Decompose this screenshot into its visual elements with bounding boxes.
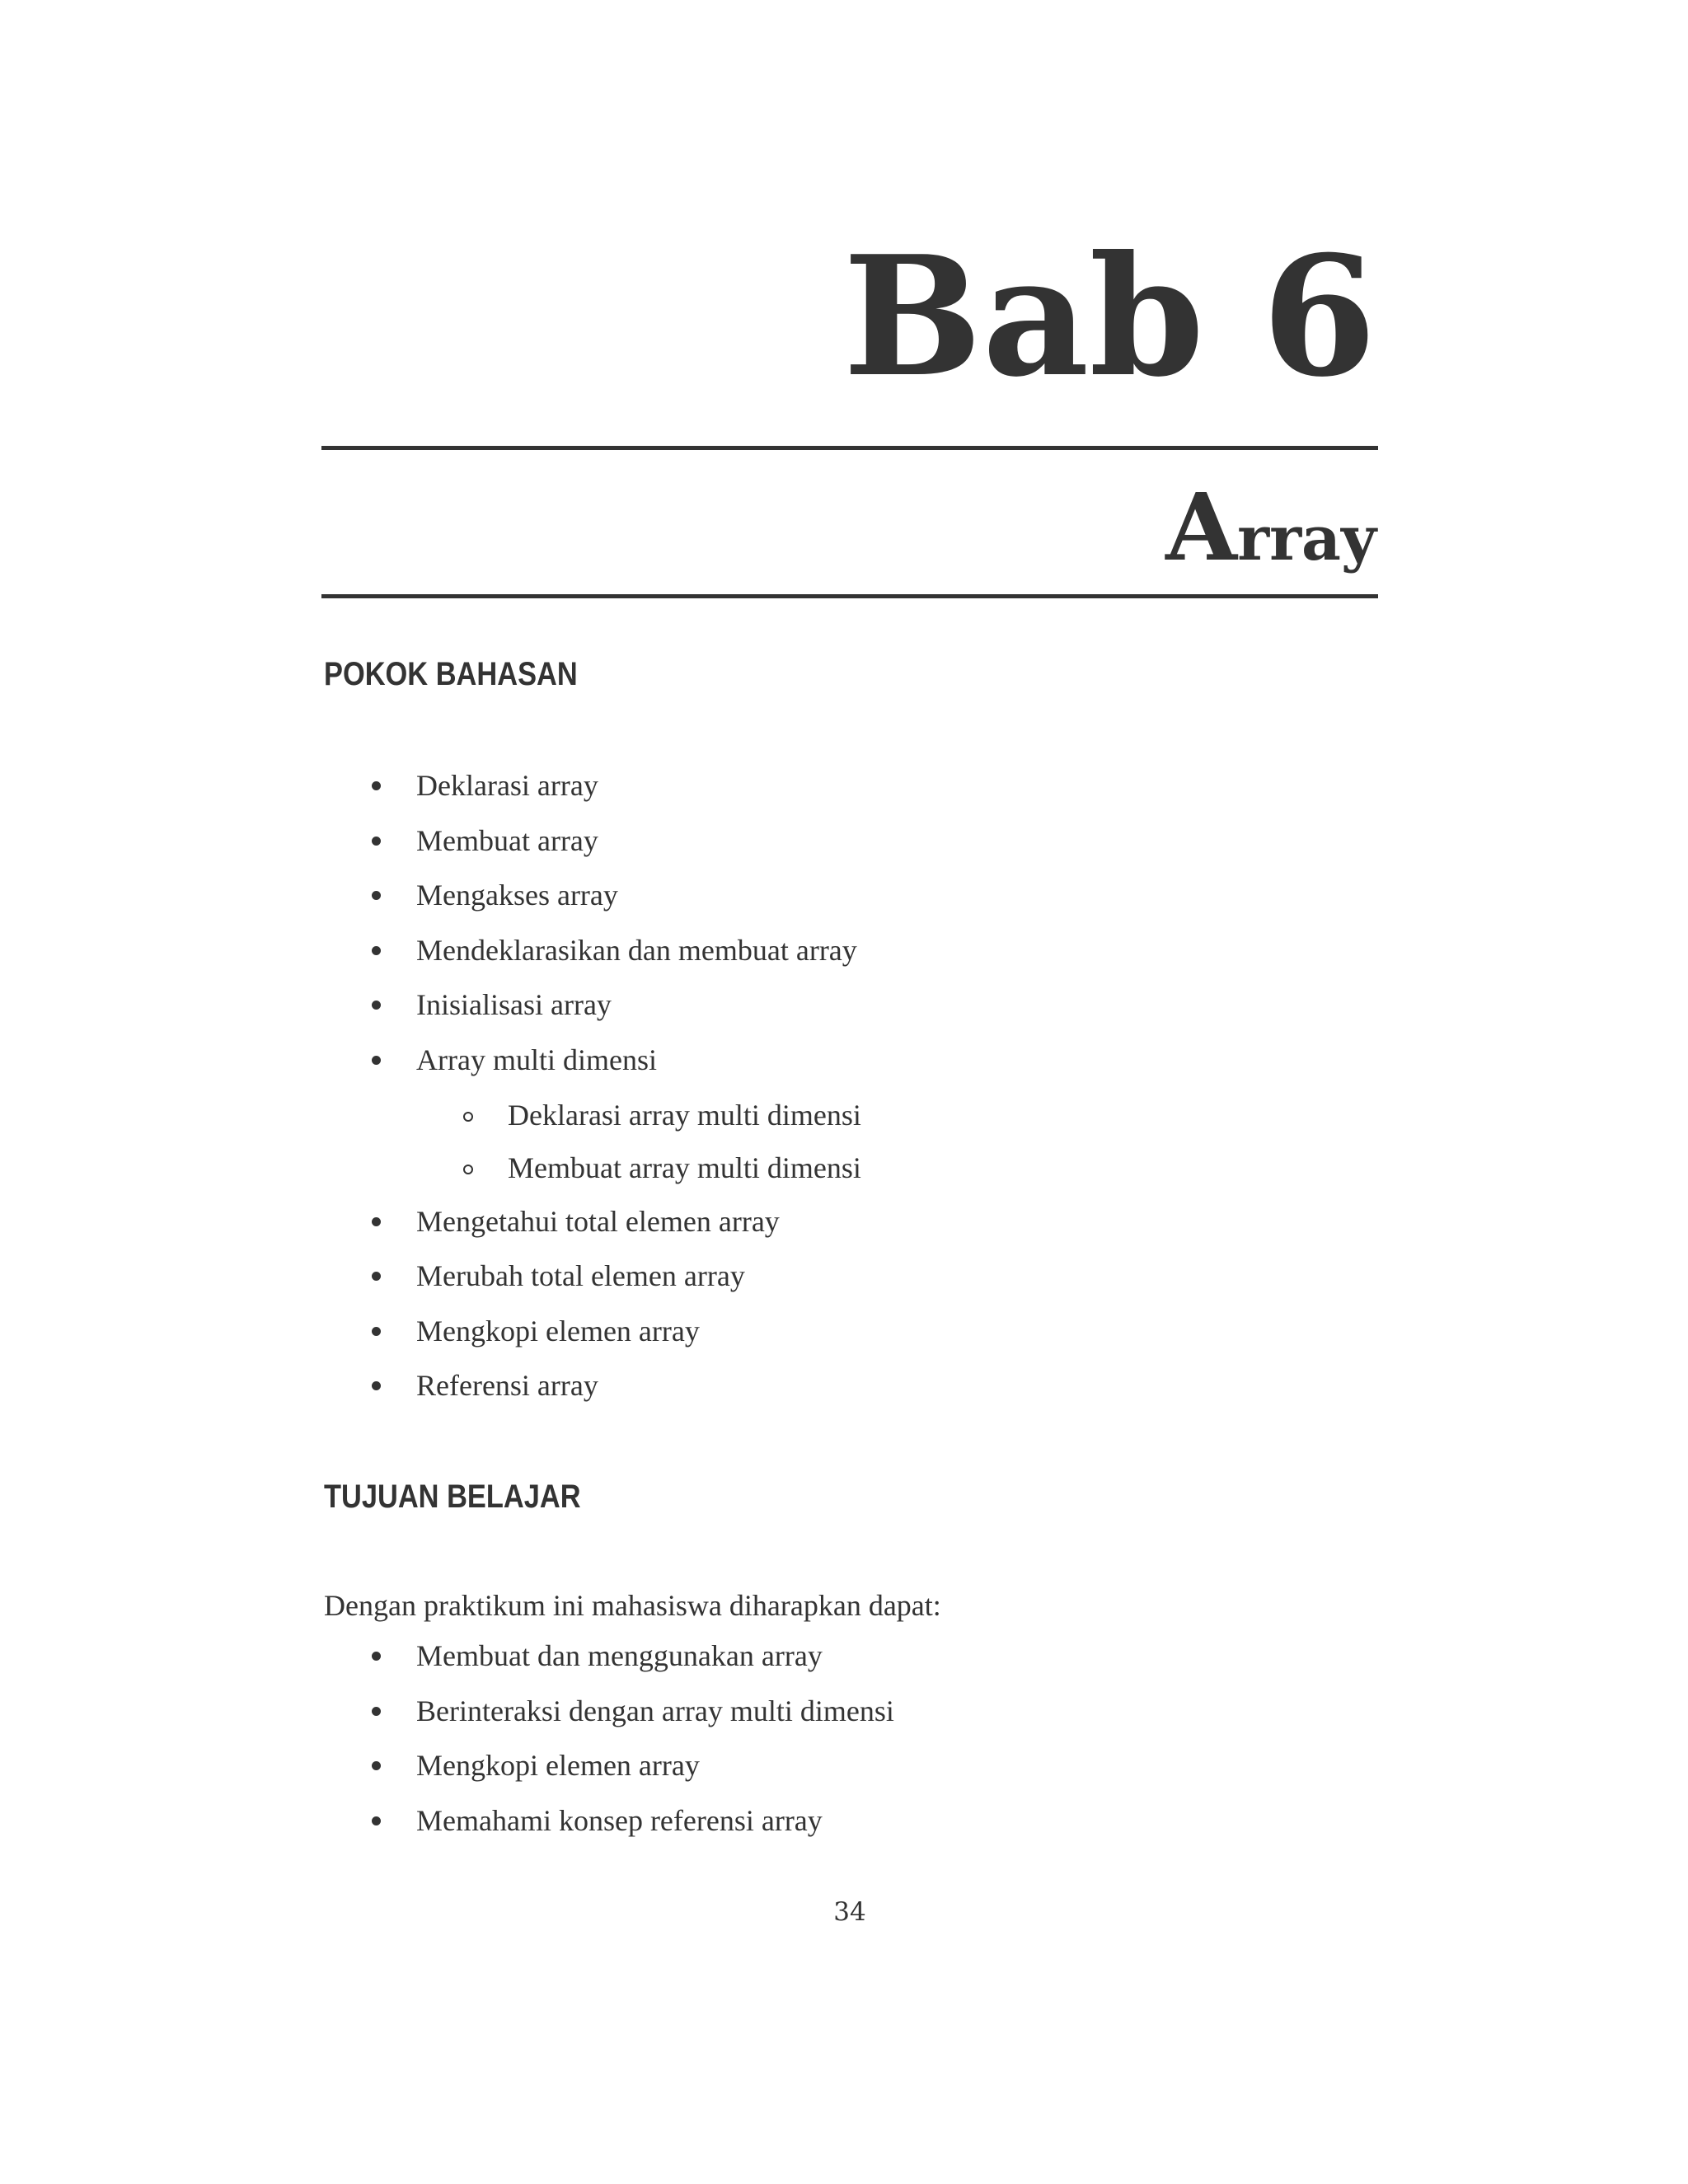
bullet-icon	[372, 1056, 381, 1065]
list-item-label: Inisialisasi array	[416, 988, 612, 1022]
chapter-number: Bab 6	[842, 220, 1376, 414]
bullet-icon	[372, 1816, 381, 1825]
chapter-title-rest: rray	[1237, 504, 1376, 574]
tujuan-belajar-intro: Dengan praktikum ini mahasiswa diharapkan dapat:	[324, 1589, 941, 1622]
bullet-icon	[372, 1217, 381, 1226]
page-number: 34	[833, 1897, 866, 1927]
bullet-icon	[372, 1272, 381, 1281]
list-item-label: Berinteraksi dengan array multi dimensi	[416, 1694, 894, 1727]
bullet-icon	[372, 1761, 381, 1770]
chapter-title	[1165, 474, 1376, 582]
bullet-icon	[372, 1707, 381, 1716]
bullet-icon	[372, 1327, 381, 1336]
bullet-icon	[372, 781, 381, 790]
bullet-icon	[372, 1652, 381, 1661]
list-item-label: Mengetahui total elemen array	[416, 1204, 780, 1238]
bullet-icon	[372, 1001, 381, 1010]
chapter-rule-bottom	[321, 594, 1378, 598]
bullet-icon	[372, 837, 381, 846]
sub-list-item-label: Deklarasi array multi dimensi	[508, 1098, 861, 1132]
circle-bullet-icon	[463, 1165, 473, 1174]
tujuan-belajar-heading: TUJUAN BELAJAR	[324, 1479, 581, 1515]
list-item-label: Mengkopi elemen array	[416, 1314, 700, 1347]
list-item-label: Mengakses array	[416, 879, 618, 912]
chapter-title-initial: A	[1165, 474, 1238, 582]
list-item-label: Membuat array	[416, 823, 598, 857]
list-item-label: Deklarasi array	[416, 769, 598, 802]
list-item-label: Array multi dimensi	[416, 1043, 657, 1076]
list-item-label: Mendeklarasikan dan membuat array	[416, 933, 857, 967]
list-item-label: Memahami konsep referensi array	[416, 1803, 823, 1837]
chapter-rule-top	[321, 446, 1378, 450]
list-item-label: Mengkopi elemen array	[416, 1749, 700, 1783]
circle-bullet-icon	[463, 1112, 473, 1122]
list-item-label: Merubah total elemen array	[416, 1259, 745, 1293]
list-item-label: Referensi array	[416, 1369, 598, 1403]
list-item-label: Membuat dan menggunakan array	[416, 1639, 823, 1672]
bullet-icon	[372, 1381, 381, 1390]
bullet-icon	[372, 891, 381, 900]
pokok-bahasan-heading: POKOK BAHASAN	[324, 656, 578, 692]
bullet-icon	[372, 946, 381, 955]
sub-list-item-label: Membuat array multi dimensi	[508, 1151, 861, 1185]
